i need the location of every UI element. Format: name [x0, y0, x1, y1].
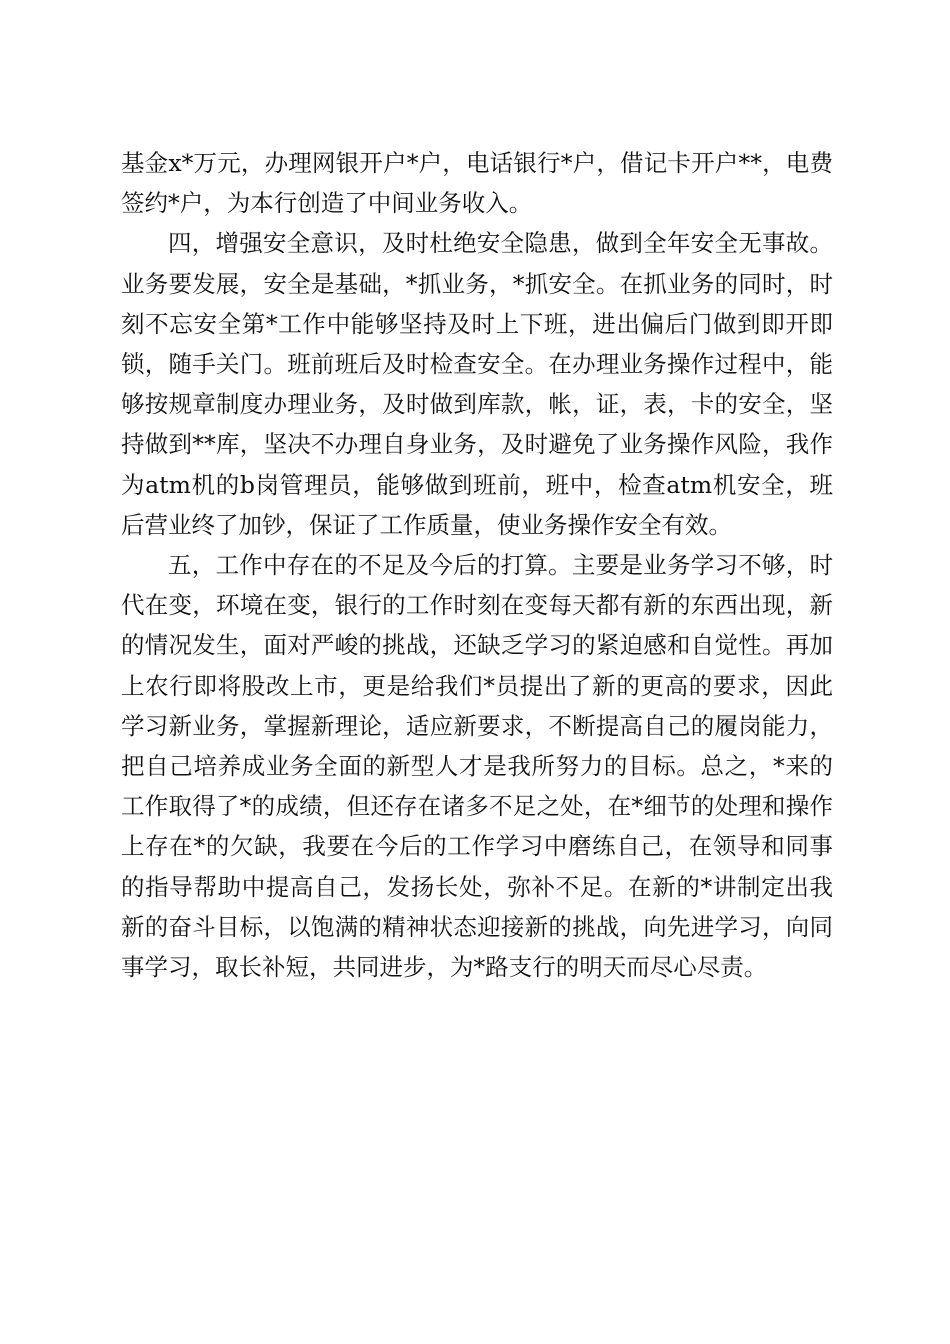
paragraph-shortcomings-plans: 五，工作中存在的不足及今后的打算。主要是业务学习不够，时代在变，环境在变，银行的工作时刻在变每天都有新的东西出现，新的情况发生，面对严峻的挑战，还缺乏学习的紧迫感和自觉性。再加上农行即将股改上市，更是给我们*员提出了新的更高的要求，因此学习新业务，掌握新理论，适应新要求，不断提高自己的履岗能力，把自己培养成业务全面的新型人才是我所努力的目标。总之，*来的工作取得了*的成绩，但还存在诸多不足之处，在*细节的处理和操作上存在*的欠缺，我要在今后的工作学习中磨练自己，在领导和同事的指导帮助中提高自己，发扬长处，弥补不足。在新的*讲制定出我新的奋斗目标，以饱满的精神状态迎接新的挑战，向先进学习，向同事学习，取长补短，共同进步，为*路支行的明天而尽心尽责。 — [121, 551, 833, 982]
paragraph-continuation: 基金x*万元，办理网银开户*户，电话银行*户，借记卡开户**，电费签约*户，为本行创造了中间业务收入。 — [121, 149, 833, 218]
paragraph-safety-awareness: 四，增强安全意识，及时杜绝安全隐患，做到全年安全无事故。业务要发展，安全是基础，*抓业务，*抓安全。在抓业务的同时，时刻不忘安全第*工作中能够坚持及时上下班，进出偏后门做到即开即锁，随手关门。班前班后及时检查安全。在办理业务操作过程中，能够按规章制度办理业务，及时做到库款，帐，证，表，卡的安全，坚持做到**库，坚决不办理自身业务，及时避免了业务操作风险，我作为atm机的b岗管理员，能够做到班前，班中，检查atm机安全，班后营业终了加钞，保证了工作质量，使业务操作安全有效。 — [121, 229, 833, 539]
body-text — [121, 143, 833, 987]
